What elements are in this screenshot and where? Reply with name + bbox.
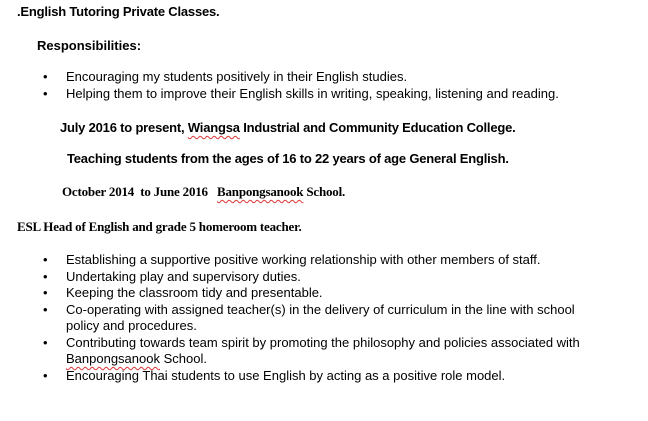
heading-private-classes: Private Classes. (119, 4, 220, 19)
tutoring-bullet-list (43, 69, 559, 102)
list-item (43, 85, 559, 103)
job2-dates: October 2014 to June 2016 (62, 184, 218, 199)
bullet-text-continued: policy and procedures. (66, 318, 197, 333)
bullet-icon: • (43, 301, 48, 317)
responsibilities-label: Responsibilities: (37, 38, 142, 53)
job2-school-suffix: School. (303, 184, 346, 199)
job1-dates: July 2016 to present, (60, 120, 188, 135)
bullet-icon: • (43, 367, 48, 383)
school-name: Banpongsanook (66, 351, 160, 366)
job1-heading (60, 120, 516, 135)
bullet-text: Co-operating with assigned teacher(s) in the delivery of curriculum in the line with school (66, 301, 575, 317)
list-item (43, 367, 580, 385)
job2-heading (62, 184, 345, 200)
job1-description: Teaching students from the ages of 16 to 22 years of age General English. (67, 151, 509, 166)
list-item (43, 301, 580, 335)
esl-bullet-list (43, 252, 580, 384)
bullet-icon: • (43, 85, 48, 101)
section-heading (17, 4, 219, 19)
job1-wiangsa: Wiangsa (187, 120, 240, 135)
bullet-text: Contributing towards team spirit by promoting the philosophy and policies associated with (66, 334, 580, 350)
job1-college: Industrial and Community Education College. (239, 120, 516, 135)
list-item (43, 69, 559, 86)
bullet-text: Establishing a supportive positive working relationship with other members of staff. (66, 252, 541, 267)
heading-tutoring: .English Tutoring (17, 4, 120, 19)
bullet-text: Encouraging my students positively in their English studies. (66, 69, 408, 84)
bullet-text: Helping them to improve their English skills in writing, speaking, listening and reading. (66, 85, 559, 101)
bullet-text: Encouraging Thai students to use English by acting as a positive role model. (66, 367, 506, 383)
role-heading: ESL Head of English and grade 5 homeroom teacher. (17, 219, 302, 234)
list-item (43, 334, 580, 368)
bullet-text-continued: School. (159, 351, 207, 366)
bullet-icon: • (43, 69, 48, 84)
bullet-icon: • (43, 285, 48, 300)
list-item (43, 252, 580, 269)
bullet-icon: • (43, 268, 48, 284)
bullet-text: Keeping the classroom tidy and presentable. (66, 285, 323, 300)
list-item (43, 285, 580, 302)
bullet-text: Undertaking play and supervisory duties. (66, 268, 301, 284)
bullet-icon: • (43, 334, 48, 350)
list-item (43, 268, 580, 286)
job2-school: Banpongsanook (217, 184, 304, 199)
bullet-icon: • (43, 252, 48, 267)
